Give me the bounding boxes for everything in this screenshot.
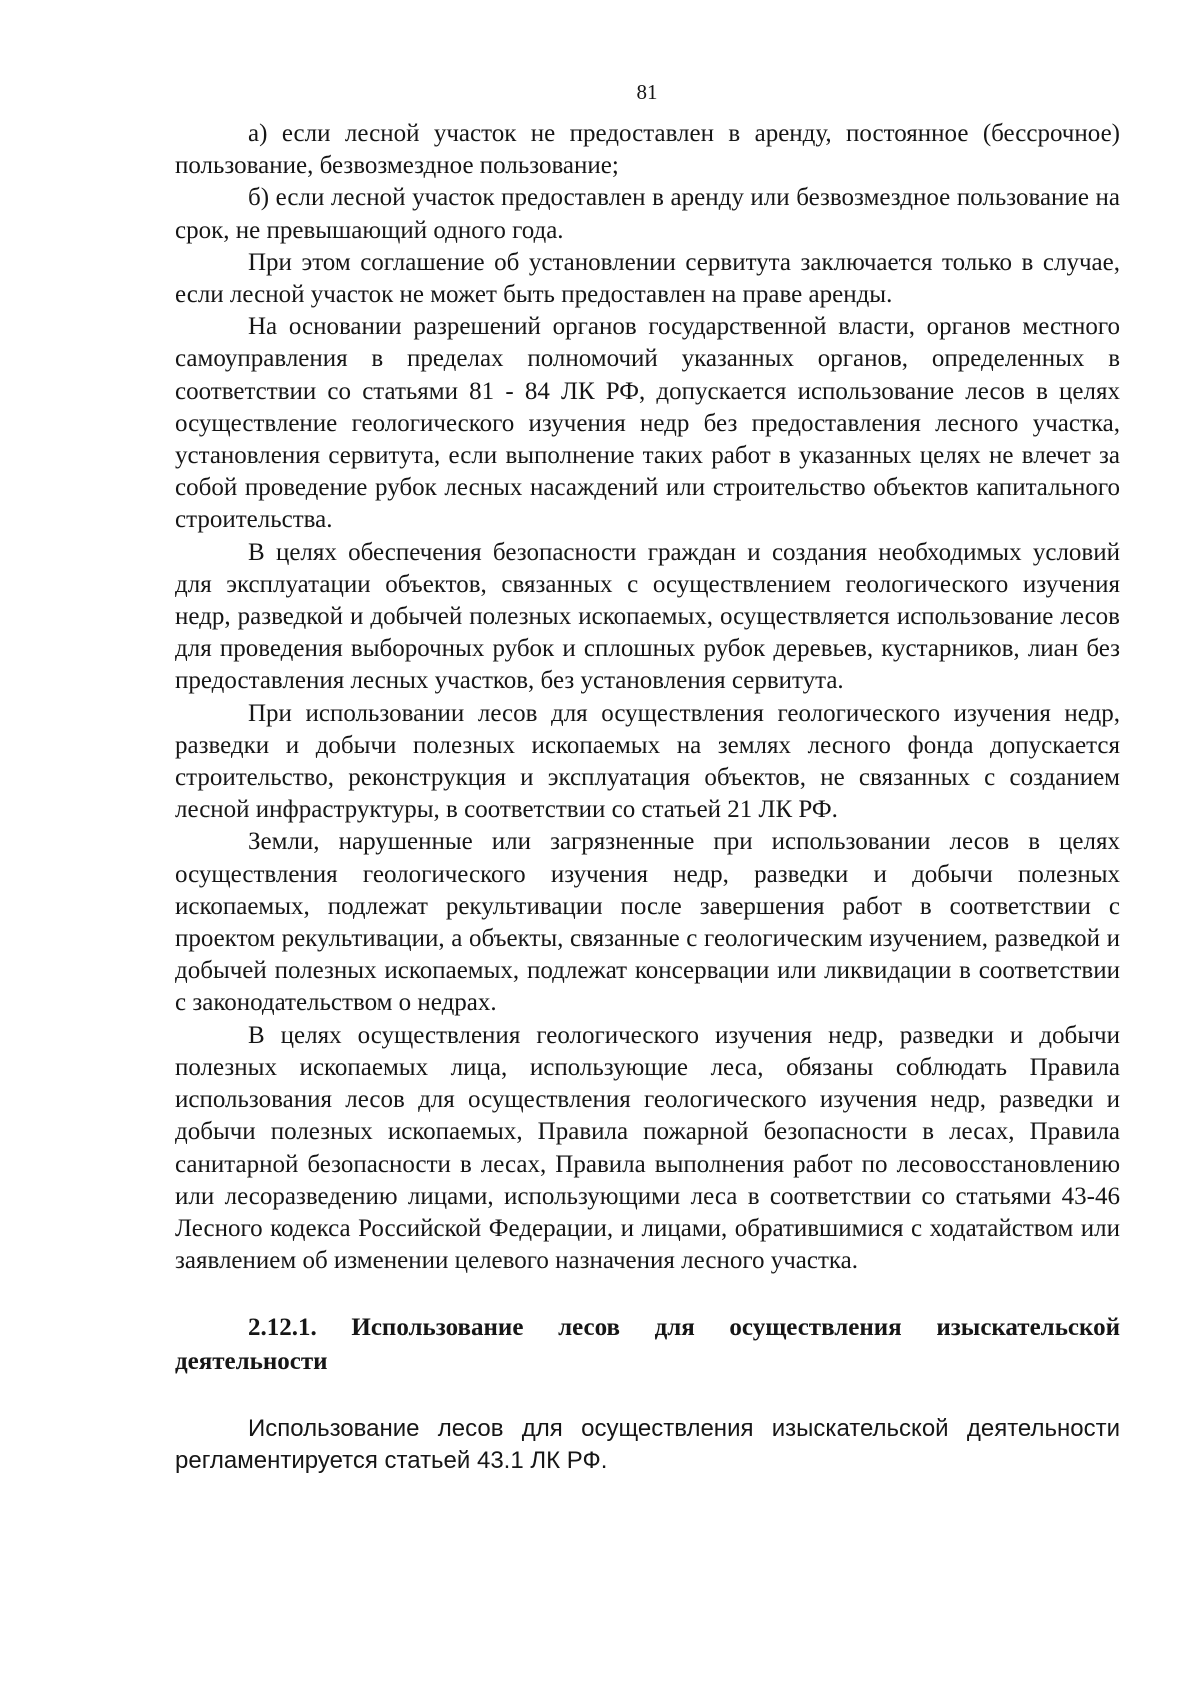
paragraph-recultivation: Земли, нарушенные или загрязненные при использовании лесов в целях осуществления геологического изучения недр, разведки и добычи полезных ископаемых, подлежат рекультивации после завершения работ в соответствии с проектом рекультивации, а объекты, связанные с геологическим изучением, разведкой и добычей полезных ископаемых, подлежат консервации или ликвидации в соответствии с законодательством о недрах.: [175, 828, 1120, 1017]
paragraph-obligations: В целях осуществления геологического изучения недр, разведки и добычи полезных ископаемых лица, использующие леса, обязаны соблюдать Правила использования лесов для осуществления геологического изучения недр, разведки и добычи полезных ископаемых, Правила пожарной безопасности в лесах, Правила санитарной безопасности в лесах, Правила выполнения работ по лесовосстановлению или лесоразведению лицами, использующими леса в соответствии со статьями 43-46 Лесного кодекса Российской Федерации, и лицами, обратившимися с ходатайством или заявлением об изменении целевого назначения лесного участка.: [175, 1021, 1120, 1275]
paragraph-servitude-agreement: При этом соглашение об установлении сервитута заключается только в случае, если лесной участок не может быть предоставлен на праве аренды.: [175, 248, 1120, 309]
paragraph-construction: При использовании лесов для осуществления геологического изучения недр, разведки и добычи полезных ископаемых на землях лесного фонда допускается строительство, реконструкция и эксплуатация объектов, не связанных с созданием лесной инфраструктуры, в соответствии со статьей 21 ЛК РФ.: [175, 699, 1120, 824]
section-paragraph: Использование лесов для осуществления изыскательской деятельности регламентируется статьей 43.1 ЛК РФ.: [175, 1415, 1120, 1475]
document-body: [175, 118, 1120, 1477]
paragraph-permits: На основании разрешений органов государственной власти, органов местного самоуправления в пределах полномочий указанных органов, определенных в соответствии со статьями 81 - 84 ЛК РФ, допускается использование лесов в целях осуществление геологического изучения недр без предоставления лесного участка, установления сервитута, если выполнение таких работ в указанных целях не влечет за собой проведение рубок лесных насаждений или строительство объектов капитального строительства.: [175, 313, 1120, 534]
paragraph-safety-felling: В целях обеспечения безопасности граждан и создания необходимых условий для эксплуатации объектов, связанных с осуществлением геологического изучения недр, разведкой и добычей полезных ископаемых, осуществляется использование лесов для проведения выборочных рубок и сплошных рубок деревьев, кустарников, лиан без предоставления лесных участков, без установления сервитута.: [175, 538, 1120, 695]
paragraph-item-b: б) если лесной участок предоставлен в аренду или безвозмездное пользование на срок, не превышающий одного года.: [175, 184, 1120, 244]
page-number: 81: [636, 80, 658, 104]
section-heading: 2.12.1. Использование лесов для осуществления изыскательской деятельности: [175, 1314, 1120, 1376]
paragraph-item-a: а) если лесной участок не предоставлен в аренду, постоянное (бессрочное) пользование, безвозмездное пользование;: [175, 120, 1120, 180]
